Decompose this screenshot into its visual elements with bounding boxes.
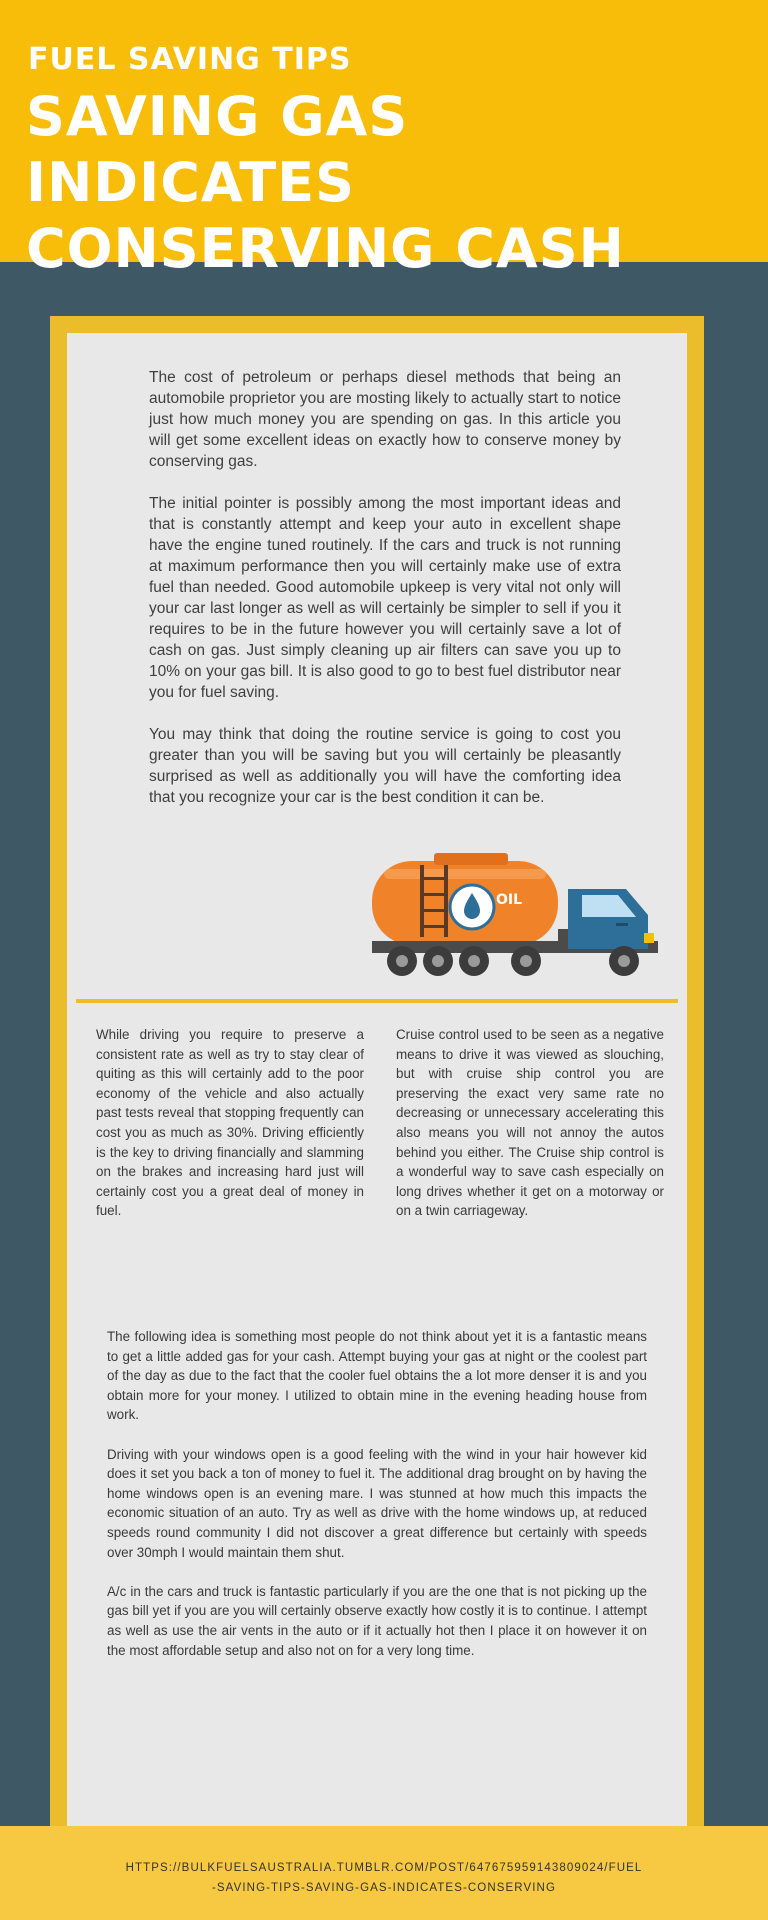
intro-paragraph: The cost of petroleum or perhaps diesel methods that being an automobile proprietor you are mosting likely to actually start to notice just how much money you are spending on gas. In this article you will get some excellent ideas on exactly how to conserve money by conserving gas.: [149, 369, 621, 470]
source-url-line1[interactable]: HTTPS://BULKFUELSAUSTRALIA.TUMBLR.COM/POST/647675959143809024/FUEL: [125, 1862, 643, 1874]
oil-truck-illustration: [372, 853, 662, 985]
lower-paragraph: Driving with your windows open is a good feeling with the wind in your hair however kid does it set you back a ton of money to fuel it. The additional drag brought on by having the home windows open is an evening mare. I was stunned at how much this impacts the economic situation of an auto. Try as well as drive with the home windows up, at reduced speeds round community I did not discover a great difference but certainly with speeds over 30mph I would maintain them shut.: [107, 1446, 647, 1560]
lower-paragraph: A/c in the cars and truck is fantastic particularly if you are the one that is not picking up the gas bill yet if you are you will certainly observe exactly how costly it is to continue. I attempt as well as use the air vents in the auto or if it actually hot then I place it on however it on the most affordable setup and also not on for a very long time.: [107, 1583, 647, 1658]
kicker-heading: FUEL SAVING TIPS: [28, 42, 352, 77]
section-divider: [76, 999, 678, 1003]
intro-section: [149, 367, 621, 829]
source-url-line2[interactable]: -SAVING-TIPS-SAVING-GAS-INDICATES-CONSERVING: [211, 1882, 557, 1894]
intro-paragraph: The initial pointer is possibly among the most important ideas and that is constantly attempt and keep your auto in excellent shape have the engine tuned routinely. If the cars and truck is not running at maximum performance then you will certainly make use of extra fuel than needed. Good automobile upkeep is very vital not only will your car last longer as well as will certainly be simpler to sell if you it requires to be in the future however you will certainly save a lot of cash on gas. Just simply cleaning up air filters can save you up to 10% on your gas bill. It is also good to go to best fuel distributor near you for fuel saving.: [149, 495, 621, 701]
left-column: [96, 1025, 364, 1221]
intro-paragraph: You may think that doing the routine service is going to cost you greater than you will be saving but you will certainly be pleasantly surprised as well as additionally you will have the comforting idea that you recognize your car is the best condition it can be.: [149, 726, 621, 806]
left-column-paragraph: While driving you require to preserve a consistent rate as well as try to stay clear of quiting as this will certainly add to the poor economy of the vehicle and also actually past tests reveal that stopping frequently can cost you as much as 30%. Driving efficiently is the key to driving financially and slamming on the brakes and increasing hard just will certainly cost you a great deal of money in fuel.: [96, 1027, 364, 1219]
header-banner: [0, 0, 768, 280]
right-column-paragraph: Cruise control used to be seen as a negative means to drive it was viewed as slouching, but with cruise ship control you are preserving the exact very same rate no decreasing or unnecessary accelerating this also means you will not annoy the autos behind you either. The Cruise ship control is a wonderful way to save cash especially on long drives whether it get on a motorway or on a twin carriageway.: [396, 1027, 664, 1219]
content-card: [50, 316, 704, 1856]
source-url[interactable]: [60, 1858, 708, 1898]
page-title: SAVING GAS INDICATES CONSERVING CASH: [26, 85, 625, 280]
lower-section: [107, 1327, 647, 1680]
right-column: [396, 1025, 664, 1221]
footer-bar: [0, 1826, 768, 1920]
truck-label: OIL: [496, 892, 523, 908]
lower-paragraph: The following idea is something most people do not think about yet it is a fantastic means to get a little added gas for your cash. Attempt buying your gas at night or the coolest part of the day as due to the fact that the cooler fuel obtains the a lot more denser it is and you obtain more for your money. I utilized to obtain mine in the evening heading house from work.: [107, 1329, 647, 1423]
